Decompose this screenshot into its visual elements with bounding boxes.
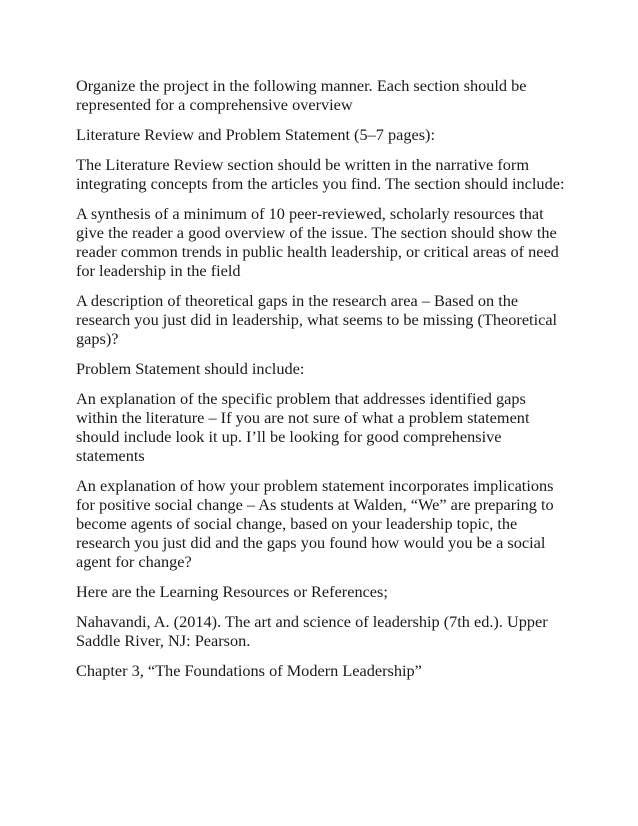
paragraph-section-heading-literature-review: Literature Review and Problem Statement (5–7 pages):	[76, 125, 435, 144]
paragraph-reference-nahavandi: Nahavandi, A. (2014). The art and science of leadership (7th ed.). Upper Saddle River, NJ: Pearson.	[76, 612, 548, 650]
paragraph-problem-statement-heading: Problem Statement should include:	[76, 359, 305, 378]
paragraph-chapter-reference: Chapter 3, “The Foundations of Modern Leadership”	[76, 661, 422, 680]
paragraph-synthesis-requirement: A synthesis of a minimum of 10 peer-reviewed, scholarly resources that give the reader a good overview of the issue. The section should show the reader common trends in public health leadership, or critical areas of need for leadership in the field	[76, 204, 559, 280]
paragraph-problem-explanation: An explanation of the specific problem that addresses identified gaps within the literature – If you are not sure of what a problem statement should include look it up. I’ll be looking for good comprehensive statements	[76, 389, 530, 465]
paragraph-social-change: An explanation of how your problem statement incorporates implications for positive social change – As students at Walden, “We” are preparing to become agents of social change, based on your leadership topic, the research you just did and the gaps you found how would you be a social agent for change?	[76, 476, 554, 571]
document-body	[76, 76, 568, 691]
paragraph-instructions-intro: Organize the project in the following manner. Each section should be represented for a comprehensive overview	[76, 76, 527, 114]
paragraph-theoretical-gaps: A description of theoretical gaps in the research area – Based on the research you just did in leadership, what seems to be missing (Theoretical gaps)?	[76, 291, 558, 348]
paragraph-literature-review-description: The Literature Review section should be written in the narrative form integrating concepts from the articles you find. The section should include:	[76, 155, 565, 193]
paragraph-resources-heading: Here are the Learning Resources or References;	[76, 582, 388, 601]
